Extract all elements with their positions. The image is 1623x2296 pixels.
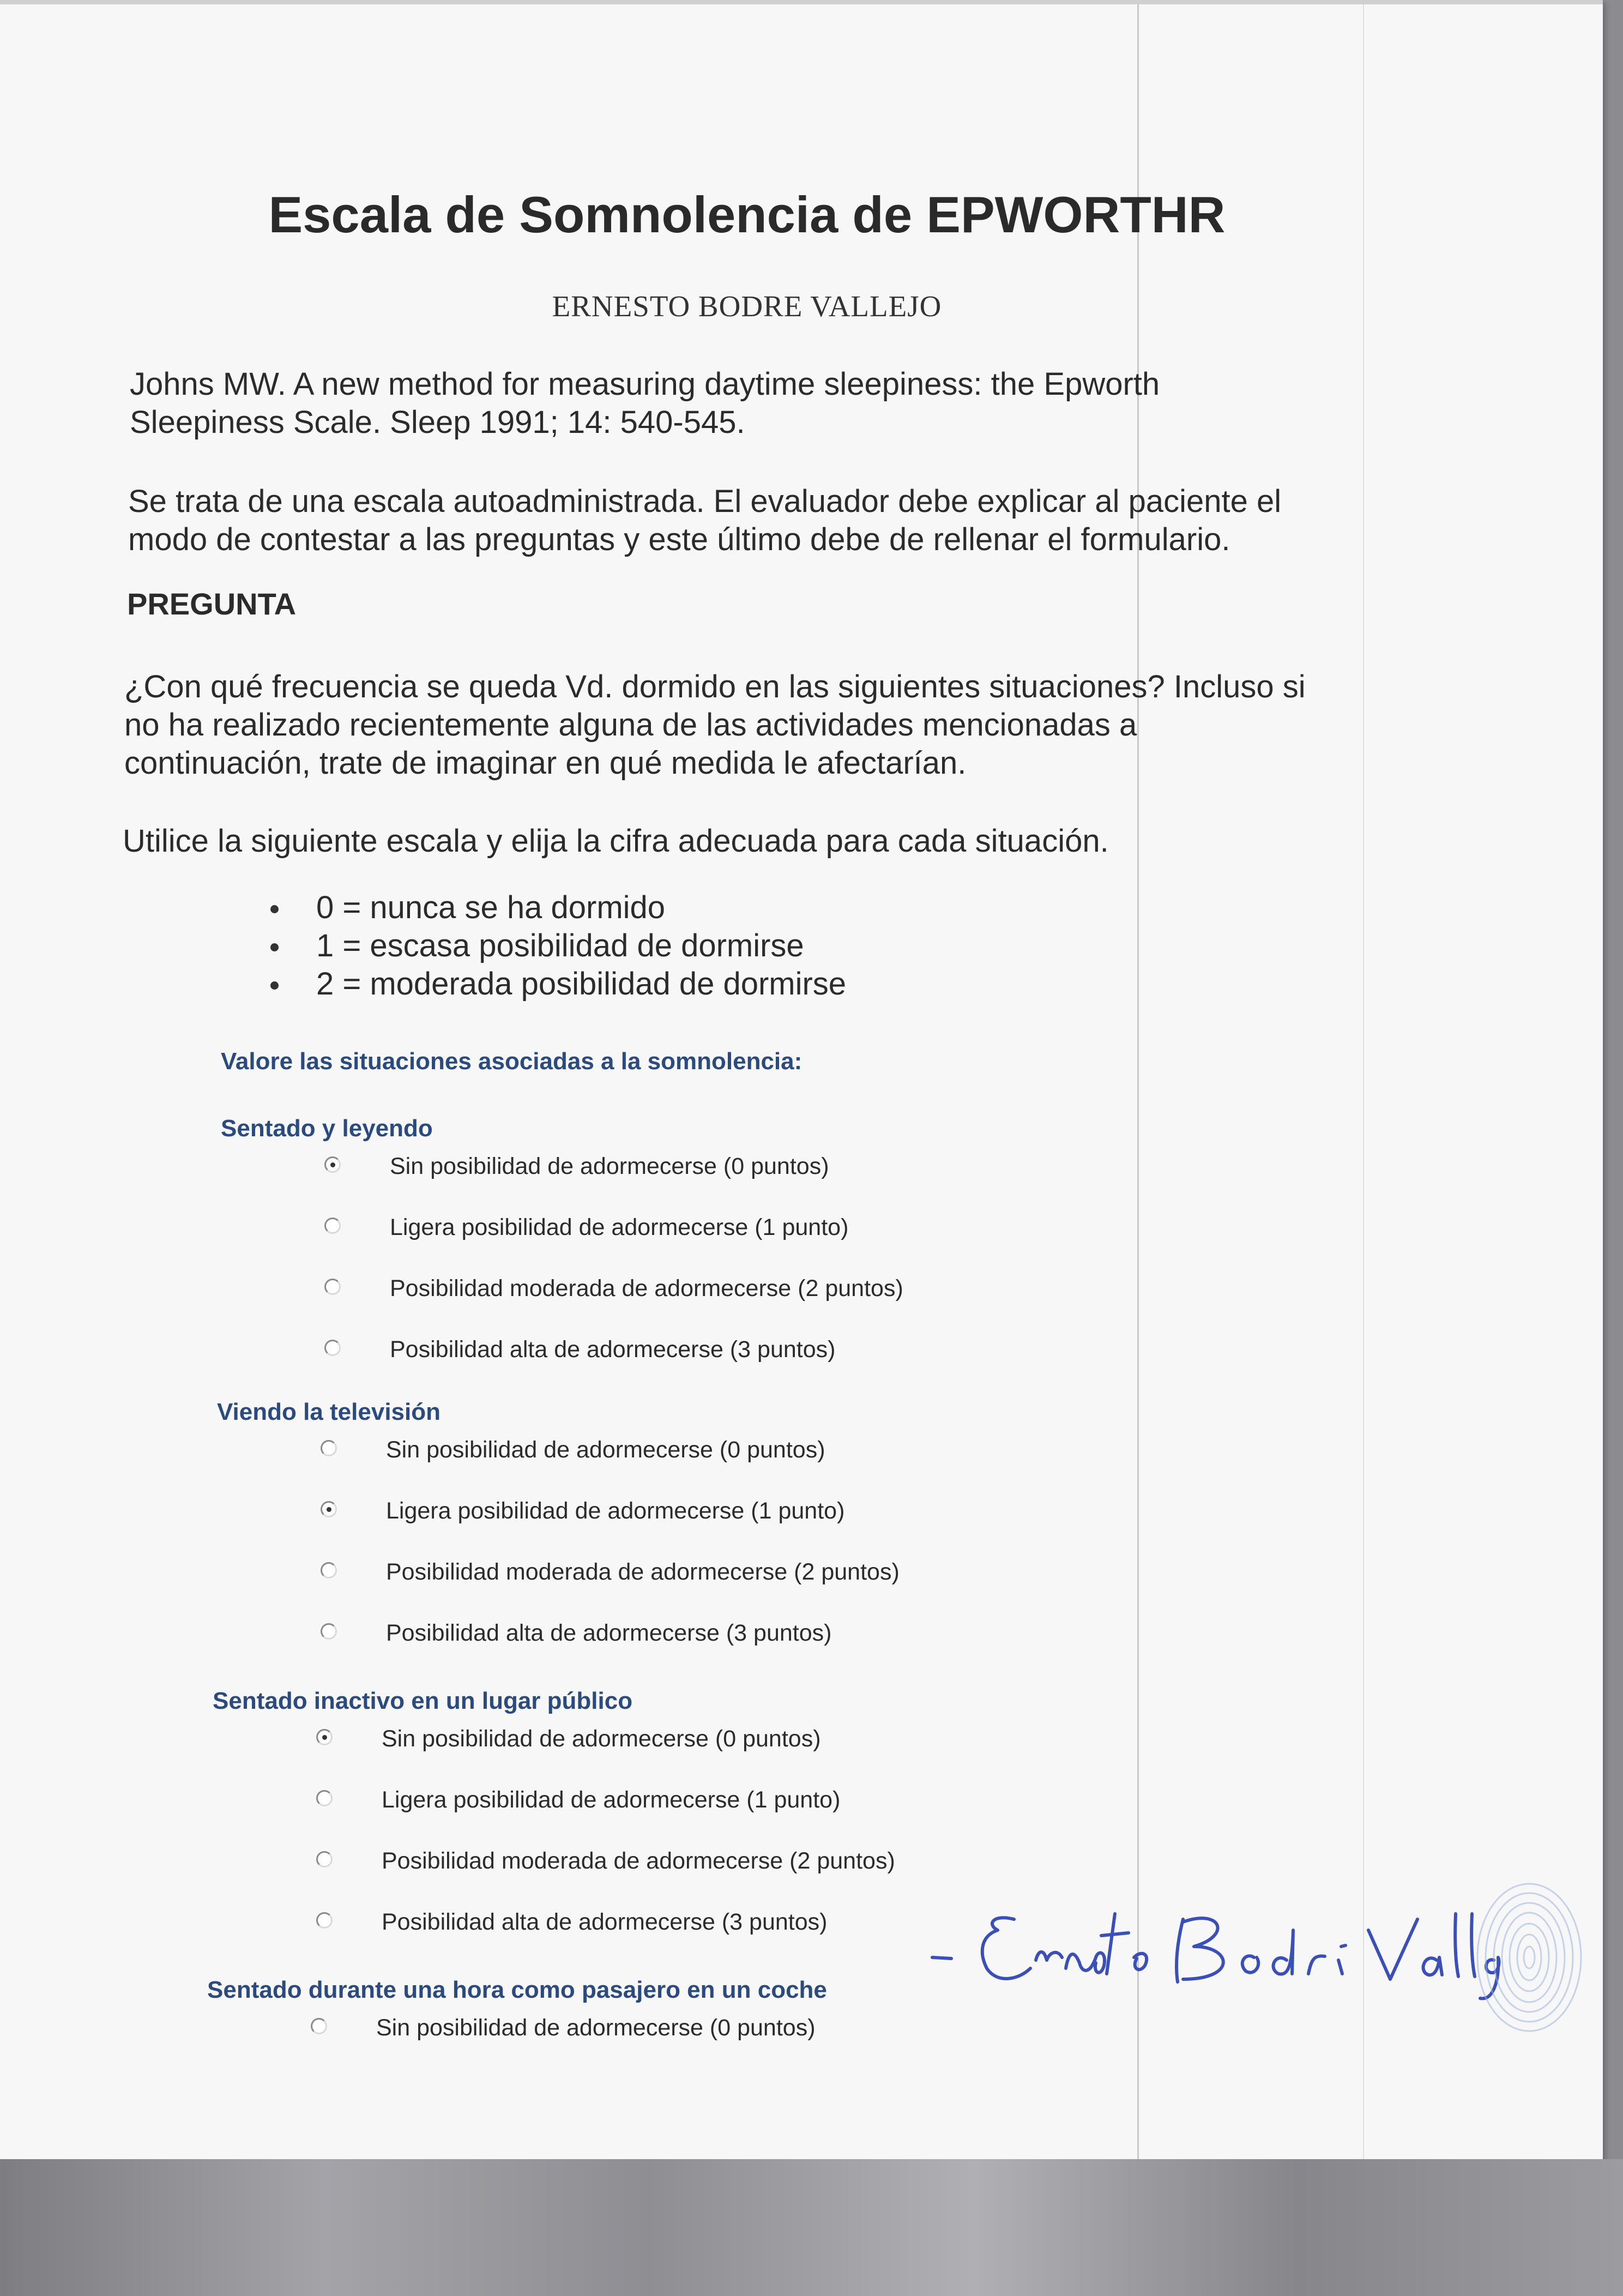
intro-line-1: Se trata de una escala autoadministrada. El evaluador debe explicar al paciente el [128,484,1282,519]
option-row[interactable] [221,1214,849,1275]
radio-button[interactable] [316,1790,333,1806]
question-title: Sentado inactivo en un lugar público [213,1688,633,1714]
question-line-3: continuación, trate de imaginar en qué medida le afectarían. [124,745,967,781]
reference-line-1: Johns MW. A new method for measuring daytime sleepiness: the Epworth [130,366,1160,402]
question-pasajero-coche [207,1976,827,2076]
intro-line-2: modo de contestar a las preguntas y este último debe de rellenar el formulario. [128,522,1230,557]
option-label: Posibilidad alta de adormecerse (3 puntos) [390,1336,836,1363]
option-row[interactable] [213,1909,828,1970]
question-line-2: no ha realizado recientemente alguna de las actividades mencionadas a [124,707,1137,743]
handwritten-signature [927,1897,1505,2006]
option-label: Posibilidad alta de adormecerse (3 puntos) [386,1620,832,1646]
option-label: Sin posibilidad de adormecerse (0 puntos) [376,2015,816,2041]
radio-button[interactable] [321,1501,337,1517]
bullet-icon [270,905,279,913]
bullet-icon [270,943,279,951]
option-row[interactable] [217,1437,825,1498]
scanner-background [0,2159,1623,2296]
question-title: Viendo la televisión [217,1399,441,1425]
question-sentado-leyendo [221,1115,903,1397]
option-label: Posibilidad moderada de adormecerse (2 puntos) [382,1848,895,1874]
radio-button[interactable] [321,1440,337,1456]
scale-list [262,889,846,1003]
document-title: Escala de Somnolencia de EPWORTHR [268,186,1226,243]
option-row[interactable] [213,1848,895,1909]
scale-item [262,965,846,1003]
scale-item-text: 0 = nunca se ha dormido [316,890,666,925]
question-paragraph [124,668,1306,782]
scan-fold-line-faint [1363,0,1364,2167]
option-label: Posibilidad moderada de adormecerse (2 puntos) [390,1275,903,1301]
scale-item [262,927,846,965]
scan-top-edge [0,0,1603,4]
option-label: Posibilidad alta de adormecerse (3 puntos) [382,1909,828,1935]
scale-item-text: 2 = moderada posibilidad de dormirse [316,966,847,1002]
option-label: Ligera posibilidad de adormecerse (1 punto) [382,1787,841,1813]
question-heading: PREGUNTA [127,587,297,621]
radio-button[interactable] [324,1340,341,1356]
option-label: Ligera posibilidad de adormecerse (1 punto) [390,1214,849,1240]
radio-button[interactable] [321,1562,337,1578]
option-label: Ligera posibilidad de adormecerse (1 punto) [386,1498,845,1524]
option-row[interactable] [207,2015,827,2076]
question-lugar-publico [213,1688,895,1970]
option-row[interactable] [221,1153,829,1214]
option-row[interactable] [217,1620,832,1681]
option-row[interactable] [221,1275,903,1336]
scale-item-text: 1 = escasa posibilidad de dormirse [316,928,804,963]
radio-button[interactable] [324,1218,341,1234]
scale-instruction: Utilice la siguiente escala y elija la cifra adecuada para cada situación. [123,823,1109,859]
option-label: Sin posibilidad de adormecerse (0 puntos) [386,1437,825,1463]
radio-button[interactable] [316,1729,333,1745]
radio-button[interactable] [316,1851,333,1867]
scan-fold-line [1137,0,1139,2167]
document-author: ERNESTO BODRE VALLEJO [552,290,942,323]
scale-item [262,889,846,927]
radio-button[interactable] [316,1912,333,1929]
radio-button[interactable] [321,1623,337,1640]
fingerprint-mark [1472,1876,1586,2034]
option-row[interactable] [217,1498,845,1559]
option-row[interactable] [217,1559,900,1620]
option-label: Sin posibilidad de adormecerse (0 puntos) [382,1726,821,1752]
form-intro: Valore las situaciones asociadas a la somnolencia: [221,1048,803,1075]
radio-button[interactable] [324,1156,341,1173]
radio-button[interactable] [311,2018,327,2034]
option-row[interactable] [213,1726,821,1787]
bullet-icon [270,981,279,990]
question-viendo-television [217,1399,900,1681]
option-row[interactable] [221,1336,836,1397]
option-label: Sin posibilidad de adormecerse (0 puntos) [390,1153,829,1179]
reference-citation [130,365,1160,442]
option-label: Posibilidad moderada de adormecerse (2 puntos) [386,1559,900,1585]
question-line-1: ¿Con qué frecuencia se queda Vd. dormido en las siguientes situaciones? Incluso si [124,669,1306,704]
question-title: Sentado y leyendo [221,1115,433,1142]
radio-button[interactable] [324,1279,341,1295]
question-title: Sentado durante una hora como pasajero en un coche [207,1976,827,2003]
reference-line-2: Sleepiness Scale. Sleep 1991; 14: 540-545. [130,405,745,440]
option-row[interactable] [213,1787,841,1848]
intro-paragraph [128,483,1281,559]
